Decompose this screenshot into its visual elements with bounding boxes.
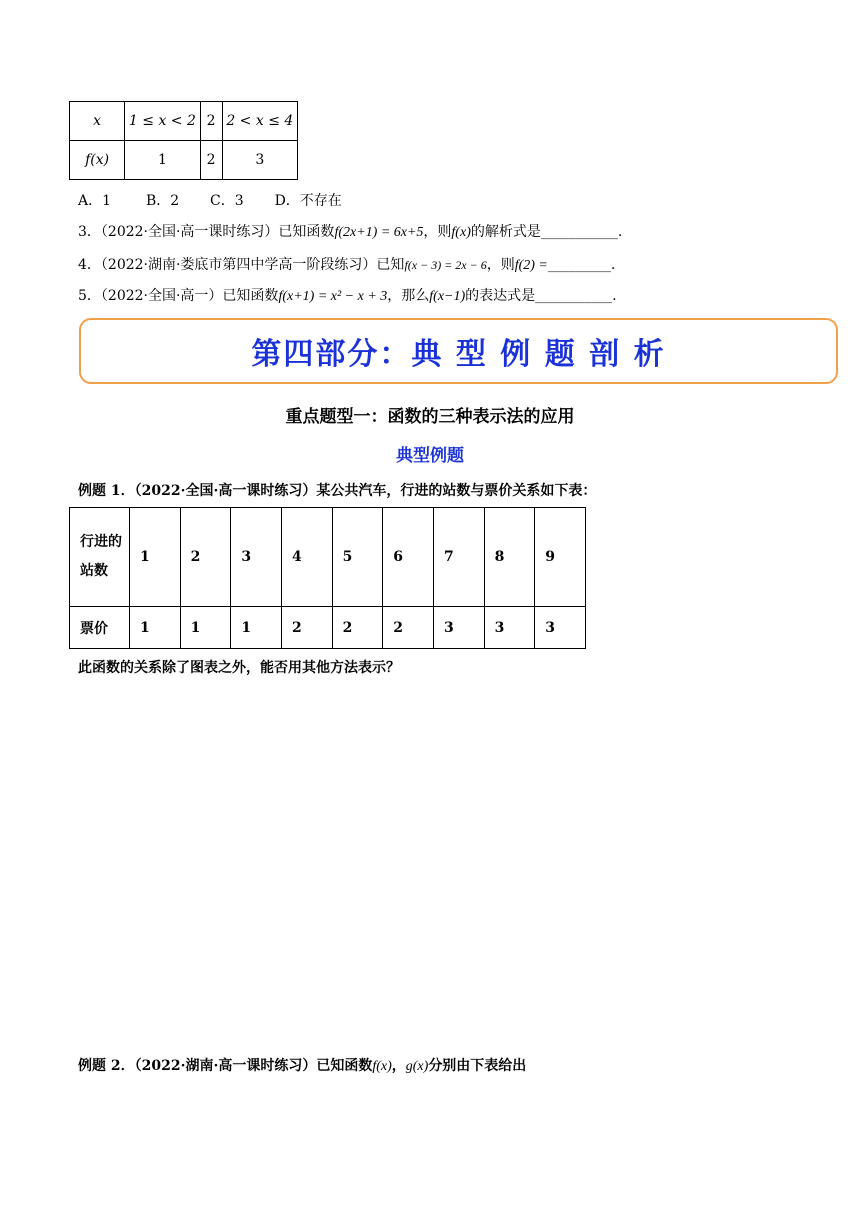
table-cell: 1 ≤ x < 2 <box>125 102 200 141</box>
q3-expr1: f(2x+1) = 6x+5 <box>334 225 424 240</box>
table-cell: 2 <box>200 141 222 180</box>
table-row <box>70 607 586 649</box>
q4-expr2: f(2) = <box>514 258 548 273</box>
q3-suffix: 的解析式是___________. <box>470 224 623 240</box>
answer-options <box>78 190 342 210</box>
q5-expr2: f(x−1) <box>429 289 466 304</box>
section-banner <box>79 318 838 384</box>
table-cell: 8 <box>484 508 535 607</box>
q3-expr2: f(x) <box>451 225 471 240</box>
fare-table <box>69 507 586 649</box>
table-cell: 3 <box>433 607 484 649</box>
example-2-g: g(x) <box>405 1059 429 1074</box>
example-2-f: f(x) <box>372 1059 392 1074</box>
table-cell: 4 <box>281 508 332 607</box>
example-2-prefix: 例题 2．（2022·湖南·高一课时练习）已知函数 <box>78 1058 373 1074</box>
q3-mid: ，则 <box>423 224 452 240</box>
table-cell: 6 <box>383 508 434 607</box>
table-cell: 3 <box>484 607 535 649</box>
table-cell: 3 <box>222 141 297 180</box>
table-cell: 3 <box>231 508 282 607</box>
table-cell: 2 < x ≤ 4 <box>222 102 297 141</box>
question-4 <box>78 254 615 274</box>
table-row <box>70 141 298 180</box>
q4-mid: ，则 <box>486 257 515 273</box>
table-row <box>70 102 298 141</box>
value-table <box>69 101 298 180</box>
table-cell: x <box>70 102 125 141</box>
table-cell: 2 <box>180 508 231 607</box>
table-row <box>70 508 586 607</box>
table-cell: 7 <box>433 508 484 607</box>
table-cell: 2 <box>332 607 383 649</box>
table-cell: 2 <box>383 607 434 649</box>
question-5 <box>78 285 617 305</box>
section-heading: 重点题型一：函数的三种表示法的应用 <box>285 407 575 427</box>
q3-prefix: 3．（2022·全国·高一课时练习）已知函数 <box>78 224 335 240</box>
q4-suffix: _________. <box>547 257 616 273</box>
table-cell: 1 <box>130 508 181 607</box>
example-2-suffix: 分别由下表给出 <box>428 1058 527 1074</box>
table-cell: 1 <box>125 141 200 180</box>
table-cell: 1 <box>231 607 282 649</box>
example-1-prompt: 例题 1．（2022·全国·高一课时练习）某公共汽车，行进的站数与票价关系如下表： <box>78 483 597 499</box>
option-c: C．3 <box>210 193 244 209</box>
table-cell: 1 <box>130 607 181 649</box>
q5-suffix: 的表达式是___________. <box>465 288 617 304</box>
example-2-sep: ， <box>391 1058 406 1074</box>
option-d: D．不存在 <box>274 193 342 209</box>
question-3 <box>78 221 622 241</box>
table-header-cell: 行进的站数 <box>70 508 130 607</box>
banner-title: 第四部分：典 型 例 题 剖 析 <box>251 337 666 372</box>
q4-prefix: 4．（2022·湖南·娄底市第四中学高一阶段练习）已知 <box>78 257 405 273</box>
table-cell: 3 <box>535 607 586 649</box>
table-cell: 9 <box>535 508 586 607</box>
q5-mid: ，那么 <box>387 288 430 304</box>
table-cell: 2 <box>200 102 222 141</box>
table-cell: 2 <box>281 607 332 649</box>
option-b: B．2 <box>145 193 180 209</box>
example-2-prompt <box>78 1055 526 1075</box>
q5-prefix: 5．（2022·全国·高一）已知函数 <box>78 288 279 304</box>
q5-expr1: f(x+1) = x² − x + 3 <box>278 289 388 304</box>
table-header-cell: 票价 <box>70 607 130 649</box>
table-cell: 5 <box>332 508 383 607</box>
option-a: A．1 <box>78 193 112 209</box>
table-cell: f(x) <box>70 141 125 180</box>
subsection-heading: 典型例题 <box>396 446 464 466</box>
example-1-question: 此函数的关系除了图表之外，能否用其他方法表示？ <box>78 660 400 676</box>
table-cell: 1 <box>180 607 231 649</box>
q4-expr1: f(x − 3) = 2x − 6 <box>404 258 487 272</box>
